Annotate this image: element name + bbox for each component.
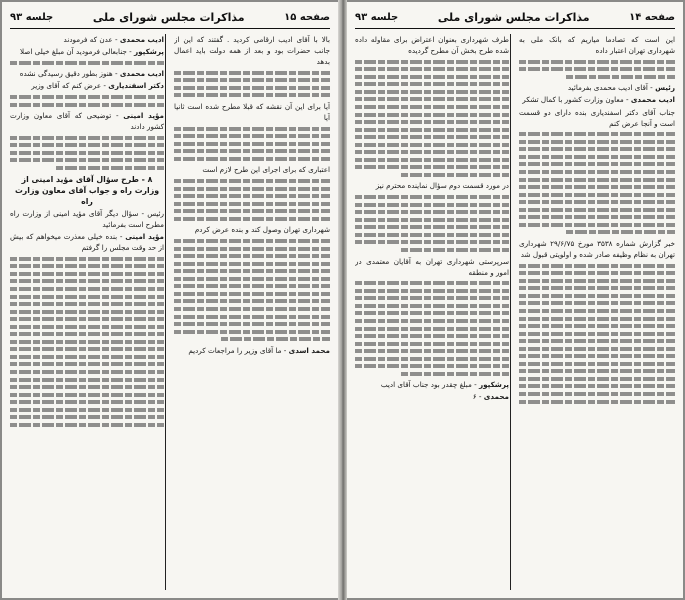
text-line bbox=[10, 279, 164, 283]
text-line bbox=[174, 86, 330, 90]
speech-line: مؤید امینی - توضیحی که آقای معاون وزارت کشور دادند bbox=[10, 111, 164, 132]
right-page-session: جلسه ۹۳ bbox=[355, 11, 399, 23]
left-page bbox=[2, 2, 338, 598]
speaker-name: محمد اسدی bbox=[288, 345, 330, 355]
text-line bbox=[355, 82, 509, 86]
text-line bbox=[174, 134, 330, 138]
right-page-column-right bbox=[519, 34, 675, 592]
text-line bbox=[519, 286, 675, 290]
text-line bbox=[566, 75, 675, 79]
paragraph: خبر گزارش شماره ۳۵۳۸ مورخ ۲۹/۶/۷۵ شهرداری تهران به نظام وظیفه صادر شده و اولویتی قبول شد bbox=[519, 238, 675, 260]
text-line bbox=[10, 400, 164, 404]
text-line bbox=[519, 354, 675, 358]
text-line bbox=[10, 158, 164, 162]
text-line bbox=[355, 281, 509, 285]
text-line bbox=[355, 67, 509, 71]
text-line bbox=[519, 377, 675, 381]
text-line bbox=[174, 93, 330, 97]
text-line bbox=[10, 317, 164, 321]
text-line bbox=[355, 342, 509, 346]
left-page-header bbox=[10, 6, 330, 29]
text-line bbox=[174, 194, 330, 198]
speech-text: مبلغ چقدر بود جناب آقای ادیب bbox=[380, 380, 472, 390]
right-page-title: مذاکرات مجلس شورای ملی bbox=[437, 10, 590, 24]
right-page-header bbox=[355, 6, 675, 29]
text-line bbox=[174, 187, 330, 191]
text-line bbox=[174, 127, 330, 131]
text-line bbox=[355, 311, 509, 315]
text-line bbox=[519, 132, 675, 136]
speaker-name: محمدی bbox=[483, 392, 509, 402]
text-line bbox=[519, 208, 675, 212]
text-line bbox=[519, 279, 675, 283]
left-page-title: مذاکرات مجلس شورای ملی bbox=[92, 10, 245, 24]
text-line bbox=[174, 269, 330, 273]
text-line bbox=[10, 393, 164, 397]
text-line bbox=[10, 355, 164, 359]
speech-line: محمدی - ۶ bbox=[472, 392, 509, 402]
text-line bbox=[519, 155, 675, 159]
speech-text: بنده خیلی معذرت میخواهم که بیش از حد وقت مجلس را گرفتم bbox=[10, 232, 164, 253]
text-line bbox=[519, 223, 675, 227]
paragraph: در مورد قسمت دوم سؤال نماینده محترم نیز bbox=[375, 181, 509, 191]
speaker-name: پرشکپور bbox=[479, 380, 509, 390]
text-line bbox=[401, 173, 509, 177]
text-line bbox=[519, 339, 675, 343]
paragraph: بالا با آقای ادیب ارقامی کردید . گفتند که این از جانب حضرات بود و بعد از همه دولت باید اعمال بدهد bbox=[174, 35, 330, 67]
text-line bbox=[355, 97, 509, 101]
text-line bbox=[10, 347, 164, 351]
right-page-number: صفحه ۱۴ bbox=[629, 11, 675, 23]
speaker-name: ادیب محمدی bbox=[119, 35, 164, 44]
left-page-column-right bbox=[174, 34, 330, 592]
speech-text: عدن که فرمودند bbox=[63, 35, 113, 44]
speech-line: ادیب محمدی - هنوز بطور دقیق رسیدگی نشده bbox=[19, 69, 164, 79]
text-line bbox=[519, 392, 675, 396]
text-line bbox=[10, 272, 164, 276]
speech-text: هنوز بطور دقیق رسیدگی نشده bbox=[19, 69, 113, 79]
text-line bbox=[174, 315, 330, 319]
text-line bbox=[56, 166, 164, 170]
text-line bbox=[174, 262, 330, 266]
speaker-name: دکتر اسفندیاری bbox=[108, 81, 164, 91]
text-line bbox=[566, 230, 675, 234]
text-line bbox=[519, 264, 675, 268]
text-line bbox=[355, 218, 509, 222]
text-line bbox=[355, 364, 509, 368]
text-line bbox=[174, 330, 330, 334]
text-line bbox=[355, 135, 509, 139]
speech-text: عرض کنم که آقای وزیر bbox=[31, 81, 102, 91]
text-line bbox=[10, 151, 164, 155]
text-line bbox=[174, 299, 330, 303]
text-line bbox=[519, 60, 675, 64]
paragraph: جناب آقای دکتر اسفندیاری بنده دارای دو قسمت است و آنجا عرض کنم bbox=[519, 107, 675, 128]
text-line bbox=[519, 140, 675, 144]
right-page bbox=[347, 2, 683, 598]
text-line bbox=[355, 225, 509, 229]
paragraph: سرپرستی شهرداری تهران به آقایان معتمدی در امور و منطقه bbox=[355, 256, 509, 277]
right-page-column-left bbox=[355, 34, 509, 592]
text-line bbox=[10, 340, 164, 344]
text-line bbox=[174, 179, 330, 183]
text-line bbox=[10, 415, 164, 419]
speech-text: توضیحی که آقای معاون وزارت کشور دادند bbox=[10, 111, 164, 132]
text-line bbox=[10, 61, 164, 65]
speech-line: مؤید امینی - بنده خیلی معذرت میخواهم که بیش از حد وقت مجلس را گرفتم bbox=[10, 232, 164, 253]
speech-line: رئیس - آقای ادیب محمدی بفرمائید bbox=[567, 83, 675, 93]
text-line bbox=[10, 310, 164, 314]
paragraph: طرف شهرداری بعنوان اعتراض برای مقاوله داده شده طرح بخش آن مطرح گردیده bbox=[355, 35, 509, 56]
text-line bbox=[519, 170, 675, 174]
text-line bbox=[355, 143, 509, 147]
speech-line: ادیب محمدی - معاون وزارت کشور با کمال تشکر bbox=[522, 95, 675, 105]
text-line bbox=[355, 105, 509, 109]
text-line bbox=[174, 149, 330, 153]
speaker-name: مؤید امینی bbox=[125, 232, 164, 242]
text-line bbox=[401, 372, 509, 376]
text-line bbox=[519, 185, 675, 189]
paragraph: این است که تصادما میاریم که بانک ملی به شهرداری تهران اعتبار داده bbox=[519, 35, 675, 56]
book-gutter bbox=[338, 0, 347, 600]
speech-line: دکتر اسفندیاری - عرض کنم که آقای وزیر bbox=[31, 81, 164, 91]
text-line bbox=[519, 200, 675, 204]
text-line bbox=[10, 302, 164, 306]
text-line bbox=[519, 193, 675, 197]
text-line bbox=[10, 136, 164, 140]
text-line bbox=[519, 362, 675, 366]
text-line bbox=[10, 257, 164, 261]
speech-text: جنابعالی فرمودید آن مبلغ خیلی اصلا bbox=[19, 47, 127, 57]
text-line bbox=[355, 327, 509, 331]
text-line bbox=[10, 325, 164, 329]
speaker-name: پرشکپور bbox=[134, 47, 164, 57]
text-line bbox=[10, 423, 164, 427]
text-line bbox=[355, 289, 509, 293]
text-line bbox=[174, 254, 330, 258]
text-line bbox=[174, 322, 330, 326]
text-line bbox=[10, 332, 164, 336]
text-line bbox=[355, 203, 509, 207]
text-line bbox=[519, 400, 675, 404]
text-line bbox=[519, 215, 675, 219]
text-line bbox=[174, 202, 330, 206]
text-line bbox=[355, 349, 509, 353]
text-line bbox=[174, 209, 330, 213]
left-page-session: جلسه ۹۳ bbox=[10, 11, 54, 23]
text-line bbox=[174, 142, 330, 146]
text-line bbox=[519, 301, 675, 305]
section-title: ۸ - طرح سؤال آقای مؤید امینی از وزارت راه و جواب آقای معاون وزارت راه bbox=[14, 174, 160, 206]
text-line bbox=[355, 158, 509, 162]
text-line bbox=[519, 347, 675, 351]
speaker-name: رئیس bbox=[655, 83, 675, 93]
speaker-name: ادیب محمدی bbox=[119, 69, 164, 79]
text-line bbox=[519, 332, 675, 336]
text-line bbox=[355, 195, 509, 199]
paragraph: شهرداری تهران وصول کند و بنده عرض کردم bbox=[194, 225, 330, 235]
text-line bbox=[355, 75, 509, 79]
text-line bbox=[10, 143, 164, 147]
text-line bbox=[355, 319, 509, 323]
text-line bbox=[355, 357, 509, 361]
text-line bbox=[355, 296, 509, 300]
left-page-column-left bbox=[10, 34, 164, 592]
text-line bbox=[174, 157, 330, 161]
text-line bbox=[519, 384, 675, 388]
text-line bbox=[519, 294, 675, 298]
text-line bbox=[355, 120, 509, 124]
text-line bbox=[519, 162, 675, 166]
speech-text: آقای ادیب محمدی بفرمائید bbox=[567, 83, 648, 93]
text-line bbox=[174, 71, 330, 75]
text-line bbox=[355, 240, 509, 244]
text-line bbox=[10, 370, 164, 374]
text-line bbox=[519, 317, 675, 321]
text-line bbox=[519, 147, 675, 151]
speech-line: پرشکپور - مبلغ چقدر بود جناب آقای ادیب bbox=[380, 380, 509, 390]
text-line bbox=[355, 150, 509, 154]
speaker-name: ادیب محمدی bbox=[630, 95, 675, 105]
text-line bbox=[355, 233, 509, 237]
speech-text: معاون وزارت کشور با کمال تشکر bbox=[522, 95, 624, 105]
text-line bbox=[355, 113, 509, 117]
column-divider bbox=[165, 34, 166, 590]
text-line bbox=[519, 324, 675, 328]
text-line bbox=[519, 178, 675, 182]
left-page-number: صفحه ۱۵ bbox=[284, 11, 330, 23]
text-line bbox=[174, 307, 330, 311]
text-line bbox=[174, 284, 330, 288]
text-line bbox=[355, 165, 509, 169]
text-line bbox=[174, 292, 330, 296]
text-line bbox=[10, 295, 164, 299]
speech-line: پرشکپور - جنابعالی فرمودید آن مبلغ خیلی اصلا bbox=[19, 47, 164, 57]
text-line bbox=[10, 378, 164, 382]
text-line bbox=[355, 128, 509, 132]
paragraph: آیا برای این آن نقشه که قبلا مطرح شده است ثانیا آیا bbox=[174, 102, 330, 123]
text-line bbox=[355, 90, 509, 94]
text-line bbox=[10, 95, 164, 99]
text-line bbox=[10, 362, 164, 366]
speech-text: ۶ bbox=[472, 392, 477, 402]
text-line bbox=[10, 264, 164, 268]
text-line bbox=[174, 217, 330, 221]
text-line bbox=[355, 210, 509, 214]
text-line bbox=[519, 309, 675, 313]
paragraph: اعتباری که برای اجرای این طرح لازم است bbox=[202, 165, 330, 175]
text-line bbox=[10, 103, 164, 107]
text-line bbox=[355, 304, 509, 308]
column-divider bbox=[510, 34, 511, 590]
text-line bbox=[10, 408, 164, 412]
text-line bbox=[10, 287, 164, 291]
text-line bbox=[519, 271, 675, 275]
text-line bbox=[355, 334, 509, 338]
speech-line: ادیب محمدی - عدن که فرمودند bbox=[63, 35, 164, 44]
text-line bbox=[221, 337, 330, 341]
text-line bbox=[174, 277, 330, 281]
text-line bbox=[355, 60, 509, 64]
text-line bbox=[174, 239, 330, 243]
text-line bbox=[519, 369, 675, 373]
speech-text: ما آقای وزیر را مراجعات کردیم bbox=[188, 345, 282, 355]
text-line bbox=[174, 247, 330, 251]
text-line bbox=[174, 78, 330, 82]
speaker-name: مؤید امینی bbox=[123, 111, 164, 121]
text-line bbox=[401, 248, 509, 252]
text-line bbox=[519, 67, 675, 71]
closing-line: محمد اسدی - ما آقای وزیر را مراجعات کردیم bbox=[188, 345, 330, 355]
text-line bbox=[10, 385, 164, 389]
section-intro: رئیس - سؤال دیگر آقای مؤید امینی از وزارت راه مطرح است بفرمائید bbox=[10, 208, 164, 229]
